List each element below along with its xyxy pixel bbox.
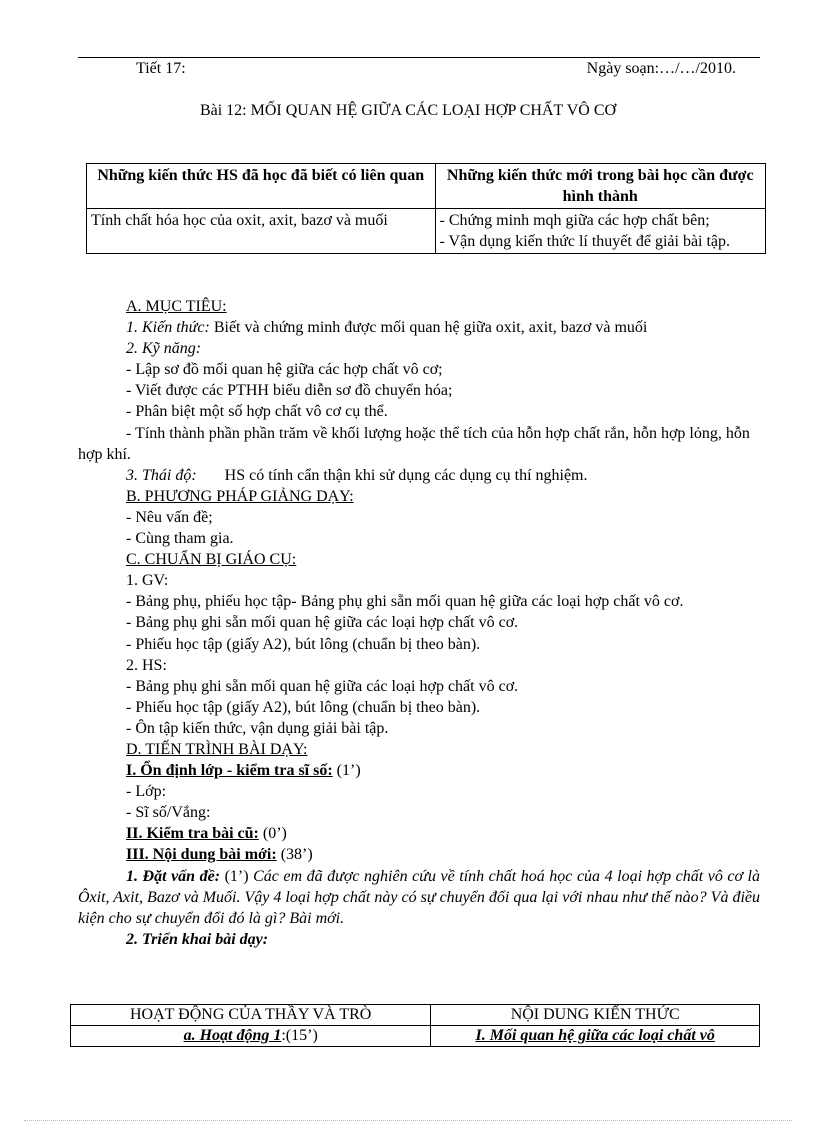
attitude-label: 3. Thái độ: (126, 466, 197, 484)
skill-item: - Lập sơ đồ mối quan hệ giữa các hợp chất vô cơ; (126, 361, 443, 379)
lesson-number: Tiết 17: (136, 60, 186, 77)
hs-item: - Ôn tập kiến thức, vận dụng giải bài tập. (126, 719, 389, 737)
skills-label: 2. Kỹ năng: (126, 340, 202, 358)
gv-item: - Phiếu học tập (giấy A2), bút lông (chuẩn bị theo bàn). (126, 635, 481, 653)
knowledge-text: Biết và chứng minh được mối quan hệ giữa oxit, axit, bazơ và muối (209, 319, 648, 337)
activity-1-time: :(15’) (281, 1027, 318, 1044)
section-2-label: II. Kiểm tra bài cũ: (126, 825, 259, 843)
hs-label: 2. HS: (126, 656, 167, 674)
lesson-body (78, 296, 760, 950)
class-item: - Sĩ số/Vắng: (126, 804, 211, 822)
section-3-time: (38’) (276, 846, 313, 864)
objectives-heading: A. MỤC TIÊU: (126, 298, 227, 315)
page-bottom-rule (24, 1120, 792, 1121)
section-2-time: (0’) (258, 825, 287, 843)
gv-item: - Bảng phụ, phiếu học tập- Bảng phụ ghi sẵn mối quan hệ giữa các loại hợp chất vô cơ. (126, 593, 684, 611)
gv-label: 1. GV: (126, 572, 169, 590)
hs-item: - Bảng phụ ghi sẵn mối quan hệ giữa các loại hợp chất vô cơ. (126, 677, 519, 695)
prior-knowledge-cell: Tính chất hóa học của oxit, axit, bazơ và muối (87, 209, 436, 254)
activity-row (71, 1026, 760, 1047)
method-item: - Cùng tham gia. (126, 530, 234, 548)
procedure-heading: D. TIẾN TRÌNH BÀI DẠY: (126, 740, 308, 758)
content-1-heading: I. Mối quan hệ giữa các loại chất vô (475, 1027, 715, 1044)
deploy-label: 2. Triển khai bài dạy: (126, 930, 269, 948)
intro-label: 1. Đặt vấn đề: (126, 867, 221, 885)
new-knowledge-line: - Vận dụng kiến thức lí thuyết để giải bài tập. (439, 233, 731, 250)
header-rule (78, 57, 760, 58)
skill-item: - Phân biệt một số hợp chất vô cơ cụ thể. (126, 403, 388, 421)
skill-item: - Viết được các PTHH biểu diễn sơ đồ chuyển hóa; (126, 382, 453, 400)
prepared-date: Ngày soạn:…/…/2010. (586, 60, 736, 77)
section-1-time: (1’) (332, 762, 361, 780)
new-knowledge-cell (435, 209, 766, 254)
activity-col-header: HOẠT ĐỘNG CỦA THẦY VÀ TRÒ (71, 1005, 431, 1026)
new-knowledge-line: - Chứng minh mqh giữa các hợp chất bên; (439, 212, 710, 229)
intro-paragraph (78, 866, 760, 929)
class-item: - Lớp: (126, 783, 167, 801)
prior-knowledge-header: Những kiến thức HS đã học đã biết có liên quan (87, 164, 436, 209)
method-item: - Nêu vấn đề; (126, 508, 213, 526)
methods-heading: B. PHƯƠNG PHÁP GIẢNG DẠY: (126, 487, 354, 505)
header-line (78, 60, 760, 82)
activity-1-cell (71, 1026, 431, 1047)
intro-text: Các em đã được nghiên cứu về tính chất hoá học của 4 loại hợp chất vô cơ là Ôxit, Axit, Bazơ và Muối. Vậy 4 loại hợp chất này có sự chuyển đổi qua lại với nhau như thế nào? Và điều kiện cho sự chuyển đổi đó là gì? Bài mới. (78, 867, 760, 927)
new-knowledge-header: Những kiến thức mới trong bài học cần được hình thành (435, 164, 766, 209)
hs-item: - Phiếu học tập (giấy A2), bút lông (chuẩn bị theo bàn). (126, 698, 481, 716)
activity-header-row (71, 1005, 760, 1026)
knowledge-header-row (87, 164, 766, 209)
gv-item: - Bảng phụ ghi sẵn mối quan hệ giữa các loại hợp chất vô cơ. (126, 614, 519, 632)
knowledge-label: 1. Kiến thức: (126, 319, 210, 337)
intro-time: (1’) (220, 867, 254, 885)
content-1-cell (431, 1026, 760, 1047)
attitude-text: HS có tính cẩn thận khi sử dụng các dụng cụ thí nghiệm. (224, 466, 588, 484)
content-col-header: NỘI DUNG KIẾN THỨC (431, 1005, 760, 1026)
activity-table (70, 1004, 760, 1047)
skill-item: - Tính thành phần phần trăm về khối lượng hoặc thể tích của hỗn hợp chất rắn, hỗn hợp lỏng, hỗn hợp khí. (78, 424, 750, 463)
knowledge-table (86, 163, 766, 254)
section-3-label: III. Nội dung bài mới: (126, 846, 277, 864)
preparation-heading: C. CHUẨN BỊ GIÁO CỤ: (126, 551, 297, 569)
section-1-label: I. Ổn định lớp - kiểm tra sĩ số: (126, 762, 333, 780)
activity-1-label: a. Hoạt động 1 (183, 1027, 282, 1044)
lesson-title: Bài 12: MỐI QUAN HỆ GIỮA CÁC LOẠI HỢP CHẤT VÔ CƠ (199, 102, 617, 119)
knowledge-body-row (87, 209, 766, 254)
